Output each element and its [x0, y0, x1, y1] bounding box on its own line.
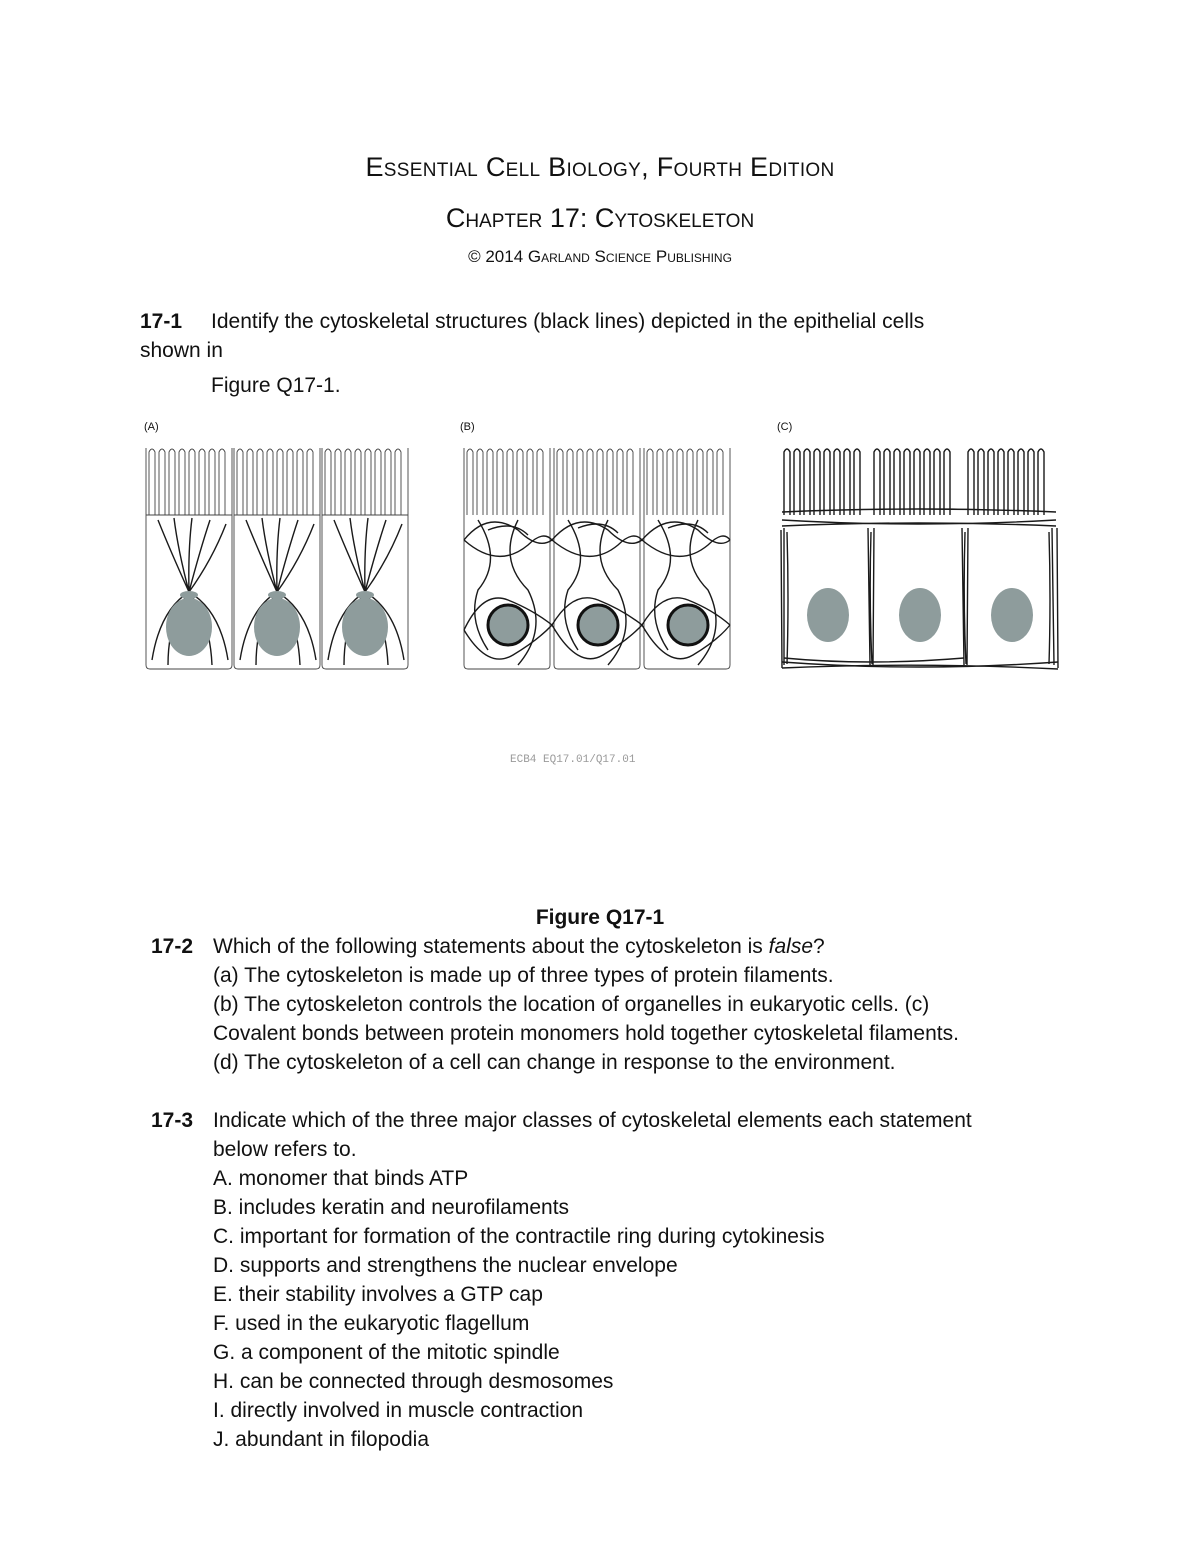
- q3-item: F. used in the eukaryotic flagellum: [213, 1312, 530, 1335]
- q2-option-d: (d) The cytoskeleton of a cell can change in response to the environment.: [213, 1051, 896, 1074]
- q1-number: 17-1: [140, 310, 183, 333]
- q3-item: H. can be connected through desmosomes: [213, 1370, 614, 1393]
- figure-panel-c: [778, 440, 1063, 675]
- q3-stem-line1: Indicate which of the three major classes of cytoskeletal elements each statement: [213, 1109, 972, 1132]
- figure-caption: Figure Q17-1: [535, 906, 665, 929]
- q1-text-line1: Identify the cytoskeletal structures (black lines) depicted in the epithelial cells: [211, 310, 925, 333]
- panel-c-label: (C): [777, 421, 793, 433]
- q3-item: J. abundant in filopodia: [213, 1428, 429, 1451]
- q2-number: 17-2: [151, 935, 194, 958]
- panel-b-label: (B): [460, 421, 475, 433]
- figure-code: ECB4 EQ17.01/Q17.01: [510, 754, 636, 766]
- panel-b-nuclei: [488, 605, 708, 645]
- document-title: Essential Cell Biology, Fourth Edition: [365, 152, 835, 182]
- q1-text-line3: Figure Q17-1.: [211, 374, 341, 397]
- q3-item: E. their stability involves a GTP cap: [213, 1283, 543, 1306]
- q3-item: B. includes keratin and neurofilaments: [213, 1196, 570, 1219]
- q1-text-line2: shown in: [140, 339, 223, 362]
- chapter-title: Chapter 17: Cytoskeleton: [445, 203, 755, 233]
- panel-c-nuclei: [807, 588, 1033, 642]
- q3-item: G. a component of the mitotic spindle: [213, 1341, 560, 1364]
- panel-a-label: (A): [144, 421, 159, 433]
- q3-number: 17-3: [151, 1109, 194, 1132]
- q3-stem-line2: below refers to.: [213, 1138, 357, 1161]
- q3-item: A. monomer that binds ATP: [213, 1167, 469, 1190]
- panel-c-microvilli: [784, 449, 1044, 515]
- figure-panel-b: [458, 440, 743, 675]
- q2-stem: [213, 932, 825, 961]
- q2-stem-text: Which of the following statements about the cytoskeleton is: [213, 935, 769, 958]
- copyright-line: © 2014 Garland Science Publishing: [468, 247, 732, 266]
- q2-option-b: (b) The cytoskeleton controls the location of organelles in eukaryotic cells. (c): [213, 993, 930, 1016]
- q2-stem-emphasis: false: [768, 935, 813, 958]
- q3-item: D. supports and strengthens the nuclear envelope: [213, 1254, 678, 1277]
- figure-panel-a: [140, 440, 420, 675]
- q3-item: C. important for formation of the contractile ring during cytokinesis: [213, 1225, 825, 1248]
- q2-stem-end: ?: [813, 935, 825, 958]
- q2-option-c: Covalent bonds between protein monomers hold together cytoskeletal filaments.: [213, 1022, 959, 1045]
- q2-option-a: (a) The cytoskeleton is made up of three types of protein filaments.: [213, 964, 834, 987]
- q3-item: I. directly involved in muscle contraction: [213, 1399, 583, 1422]
